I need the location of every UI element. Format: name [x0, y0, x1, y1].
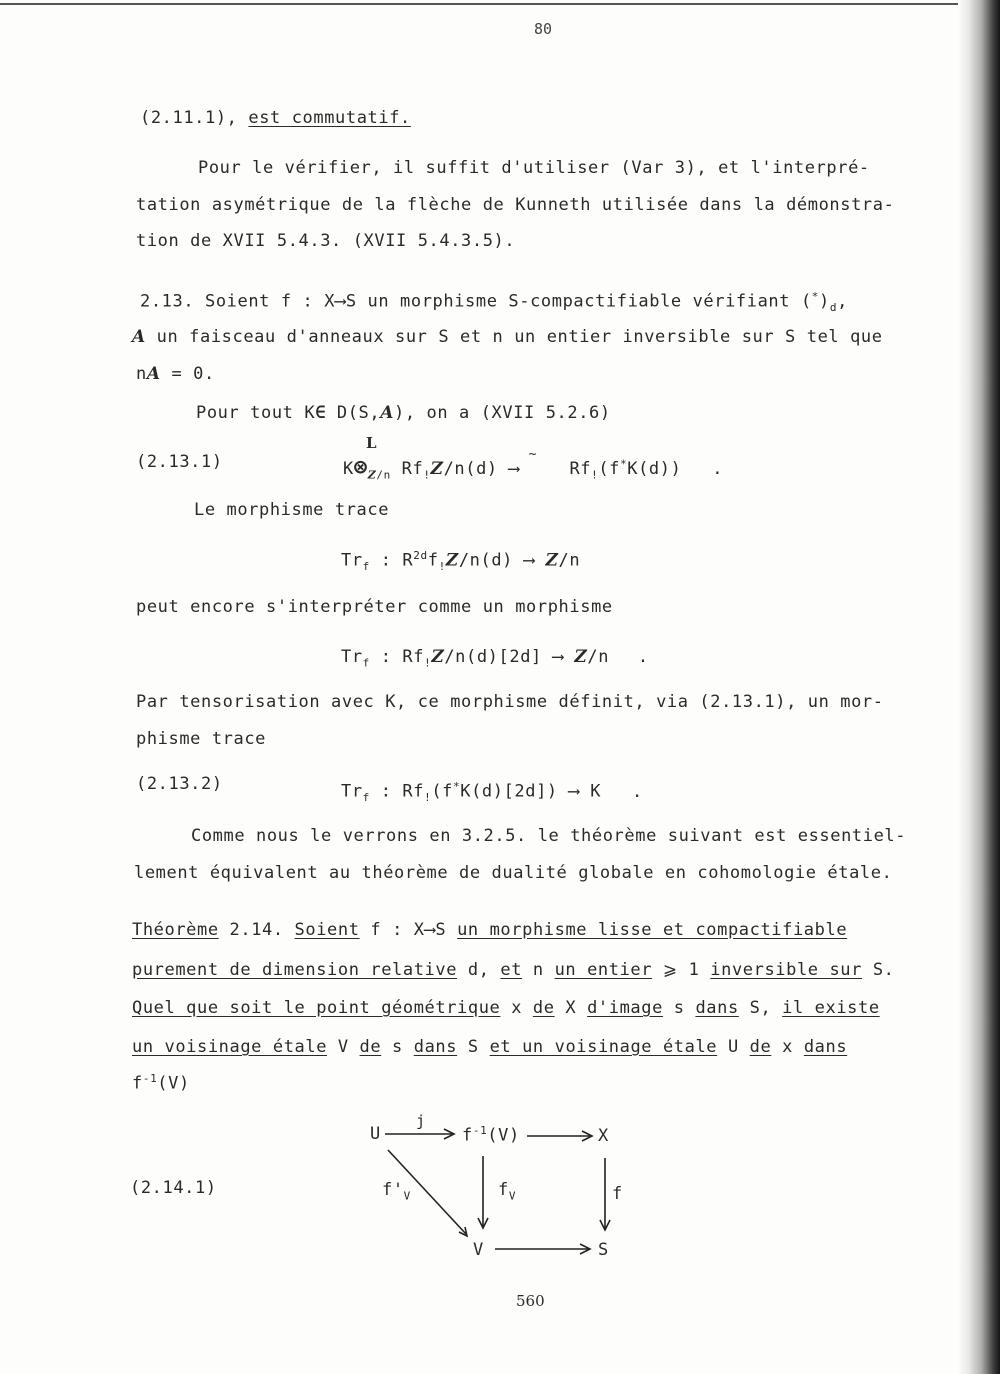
- line-13: Comme nous le verrons en 3.2.5. le théorème suivant est essentiel-: [191, 826, 907, 846]
- fprime: f': [382, 1180, 404, 1200]
- line-11: Par tensorisation avec K, ce morphisme définit, via (2.13.1), un mor-: [136, 692, 884, 712]
- tr2dot: .: [637, 647, 649, 667]
- tr1j: /n: [558, 550, 581, 571]
- node-f-inv-V: [462, 1124, 520, 1146]
- l5c: ): [819, 291, 830, 312]
- tr2b: f: [362, 656, 370, 670]
- diagram-label: (2.14.1): [130, 1178, 217, 1198]
- th2-e: un entier: [554, 960, 653, 980]
- th2-d: n: [522, 960, 555, 980]
- eq-2-13-2-label: (2.13.2): [136, 774, 223, 794]
- l5star: *: [811, 290, 820, 303]
- header-page-number: 80: [534, 20, 553, 38]
- tr1b: f: [362, 560, 370, 574]
- eq2g: K(d)[2d]): [460, 781, 558, 802]
- tr1f: !: [438, 560, 446, 574]
- node-V: V: [473, 1240, 484, 1260]
- eq1h: Rf: [569, 459, 592, 479]
- fV-sub: V: [508, 1189, 517, 1203]
- element-of-icon: ∈: [315, 403, 327, 423]
- eq1a: K: [343, 459, 354, 479]
- eq1e: !: [423, 468, 431, 482]
- tr2a: Tr: [341, 647, 363, 667]
- l8c: D(S,: [336, 403, 381, 423]
- eq1c: /n: [376, 468, 391, 482]
- arrow-icon-4: ⟶: [568, 781, 580, 802]
- label-j: j: [416, 1112, 426, 1130]
- label-f-V: [498, 1180, 516, 1202]
- th4-f: S: [457, 1037, 490, 1057]
- th3-e: d'image: [587, 998, 663, 1018]
- th-c: Soient: [294, 920, 360, 940]
- line-4: tion de XVII 5.4.3. (XVII 5.4.3.5).: [136, 231, 516, 251]
- line-3: tation asymétrique de la flèche de Kunneth utilisée dans la démonstra-: [136, 195, 895, 215]
- eq1l: K(d)): [627, 459, 682, 479]
- label-f: f: [612, 1184, 623, 1204]
- footer-page-number: 560: [516, 1292, 545, 1310]
- tr2f: /n(d)[2d]: [444, 647, 542, 667]
- eq2f: *: [453, 780, 461, 793]
- sheaf-A-2: A: [146, 364, 161, 384]
- th3-h: S,: [738, 998, 783, 1018]
- th5-b: -1: [142, 1072, 158, 1085]
- l7a: n: [136, 364, 147, 384]
- l5a: 2.13. Soient f : X: [140, 291, 336, 312]
- th4-e: dans: [413, 1037, 458, 1057]
- eq2dot: .: [631, 781, 643, 802]
- tr1c: : R: [380, 550, 414, 571]
- tr2e: Z: [431, 647, 445, 667]
- th3-g: dans: [695, 998, 739, 1018]
- tr1a: Tr: [341, 550, 363, 571]
- node-U: U: [370, 1124, 381, 1144]
- eq2c: : Rf: [380, 781, 425, 802]
- sheaf-A-3: A: [380, 403, 395, 423]
- theorem-title: Théorème: [132, 920, 219, 940]
- eq1tilde: ~: [528, 447, 538, 462]
- tr1e: f: [427, 550, 439, 571]
- th4-i: de: [749, 1037, 772, 1057]
- label-f-prime-V: [382, 1180, 411, 1202]
- line-2: Pour le vérifier, il suffit d'utiliser (Var 3), et l'interpré-: [198, 158, 870, 178]
- eq1g: /n(d): [443, 459, 498, 479]
- th4-g: et un voisinage étale: [489, 1037, 718, 1057]
- iso-arrow-icon: ~ ⟶: [508, 447, 538, 479]
- th-f: un morphisme lisse et compactifiable: [457, 920, 848, 940]
- l5b: S un morphisme S-compactifiable vérifiant (: [345, 291, 812, 312]
- l5d: d: [829, 301, 838, 315]
- tr2g: Z: [574, 647, 588, 667]
- eq1j: (f: [598, 459, 621, 479]
- sheaf-A: A: [132, 327, 146, 347]
- th-e: S: [435, 920, 458, 940]
- th2-f: ⩾ 1: [652, 960, 711, 980]
- line-10: peut encore s'interpréter comme un morphisme: [136, 597, 613, 617]
- eq-2-13-1-label: (2.13.1): [136, 452, 223, 472]
- th3-a: Quel que soit le point géométrique: [132, 998, 501, 1018]
- l8a: Pour tout K: [196, 403, 316, 423]
- th2-c: et: [500, 960, 523, 980]
- line-14: lement équivalent au théorème de dualité globale en cohomologie étale.: [134, 863, 893, 883]
- th2-h: S.: [861, 960, 895, 980]
- th4-b: V: [327, 1037, 360, 1057]
- th3-f: s: [662, 998, 696, 1018]
- th4-c: de: [359, 1037, 382, 1057]
- line-12: phisme trace: [136, 729, 267, 749]
- th3-b: x: [500, 998, 533, 1018]
- eq1i: !: [591, 468, 599, 482]
- eq2d: !: [424, 791, 432, 805]
- tr1d: 2d: [413, 549, 428, 562]
- th2-g: inversible sur: [710, 960, 862, 980]
- arrow-icon-2: ⟶: [523, 550, 535, 571]
- finv-v: (V): [487, 1125, 520, 1146]
- commutatif-text: est commutatif.: [248, 108, 411, 128]
- tr2h: /n: [587, 647, 610, 667]
- tr2d: !: [424, 656, 432, 670]
- eq2h: K: [590, 781, 602, 802]
- line-9: Le morphisme trace: [194, 500, 390, 520]
- arrow-icon: ⟶: [335, 291, 346, 312]
- th4-a: un voisinage étale: [132, 1037, 328, 1057]
- th4-h: U: [717, 1037, 750, 1057]
- th-b: 2.14.: [218, 920, 295, 940]
- derived-L: L: [366, 434, 377, 452]
- tr1g: Z: [445, 550, 459, 571]
- eq2a: Tr: [341, 781, 363, 802]
- eq2e: (f: [431, 781, 453, 802]
- th5-c: (V): [157, 1073, 190, 1094]
- th5-a: f: [132, 1073, 143, 1094]
- th3-d: X: [554, 998, 588, 1018]
- l5e: ,: [837, 291, 848, 312]
- eq1k: *: [620, 457, 628, 471]
- tr2c: : Rf: [380, 647, 425, 667]
- fprime-sub: V: [403, 1189, 411, 1203]
- th3-c: de: [532, 998, 555, 1018]
- fV: f: [498, 1180, 509, 1200]
- eq2b: f: [362, 791, 370, 805]
- tensor-icon: ⊗: [353, 455, 368, 480]
- th2-b: d,: [457, 960, 501, 980]
- th3-i: il existe: [782, 998, 880, 1018]
- l7c: = 0.: [171, 364, 215, 384]
- finv: f: [462, 1125, 473, 1146]
- ref-2-11-1: (2.11.1),: [140, 108, 238, 128]
- l8e: ), on a (XVII 5.2.6): [394, 403, 611, 423]
- eq1b: Z: [367, 468, 377, 482]
- th4-k: dans: [803, 1037, 848, 1057]
- node-X: X: [598, 1126, 609, 1146]
- node-S: S: [598, 1240, 609, 1260]
- th2-a: purement de dimension relative: [132, 960, 458, 980]
- eq1d: Rf: [401, 459, 424, 479]
- th-d: f : X: [359, 920, 425, 940]
- th4-j: x: [771, 1037, 804, 1057]
- eq1dot: .: [712, 459, 724, 479]
- tr1i: Z: [545, 550, 559, 571]
- l6b: un faisceau d'anneaux sur S et n un entier inversible sur S tel que: [156, 327, 883, 347]
- tr1h: /n(d): [458, 550, 513, 571]
- eq1f: Z: [430, 459, 444, 479]
- th4-d: s: [381, 1037, 414, 1057]
- finv-sup: -1: [472, 1124, 488, 1137]
- arrow-icon-3: ⟶: [552, 647, 564, 667]
- arrow-icon-5: ⟶: [424, 920, 436, 940]
